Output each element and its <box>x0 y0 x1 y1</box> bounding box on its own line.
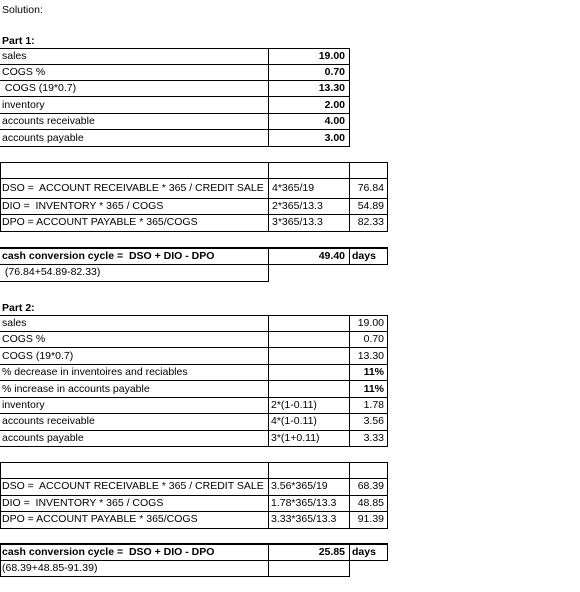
dio-label: DIO = INVENTORY * 365 / COGS <box>2 497 164 509</box>
table-row-label: COGS (19*0.7) <box>2 350 74 362</box>
part2-title: Part 2: <box>2 302 35 314</box>
table-row-label: accounts payable <box>2 132 84 144</box>
table-row-label: accounts payable <box>2 432 84 444</box>
dio-label: DIO = INVENTORY * 365 / COGS <box>2 200 164 212</box>
dpo-value: 91.39 <box>357 513 384 525</box>
table-row-calc: 2*(1-0.11) <box>271 399 317 411</box>
table-row-value: 19.00 <box>357 317 384 329</box>
table-row-label: COGS % <box>2 333 46 345</box>
table-row-value: 11% <box>363 383 384 395</box>
dso-calc: 4*365/19 <box>272 182 315 194</box>
dpo-label: DPO = ACCOUNT PAYABLE * 365/COGS <box>2 513 198 525</box>
part1-title: Part 1: <box>2 35 35 47</box>
table-row-value: 19.00 <box>318 50 345 62</box>
table-row-label: COGS (19*0.7) <box>2 82 77 94</box>
table-row-value: 3.33 <box>363 432 384 444</box>
dio-calc: 1.78*365/13.3 <box>271 497 337 509</box>
dio-value: 48.85 <box>357 497 384 509</box>
ccc-unit: days <box>352 546 376 558</box>
dso-value: 68.39 <box>357 480 384 492</box>
dpo-label: DPO = ACCOUNT PAYABLE * 365/COGS <box>2 216 198 228</box>
table-row-value: 13.30 <box>357 350 384 362</box>
ccc-formula: (76.84+54.89-82.33) <box>2 266 101 278</box>
table-row-label: COGS % <box>2 66 46 78</box>
table-row-value: 4.00 <box>324 115 345 127</box>
table-row-value: 1.78 <box>363 399 384 411</box>
table-row-value: 0.70 <box>324 66 345 78</box>
dso-value: 76.84 <box>357 182 384 194</box>
dio-calc: 2*365/13.3 <box>272 200 323 212</box>
table-row-label: sales <box>2 317 27 329</box>
dpo-calc: 3.33*365/13.3 <box>271 513 337 525</box>
table-row-calc: 3*(1+0.11) <box>271 432 320 444</box>
dpo-calc: 3*365/13.3 <box>272 216 323 228</box>
table-row-value: 2.00 <box>324 99 345 111</box>
ccc-label: cash conversion cycle = DSO + DIO - DPO <box>2 250 215 262</box>
ccc-label: cash conversion cycle = DSO + DIO - DPO <box>2 546 215 558</box>
table-row-value: 3.00 <box>324 132 345 144</box>
dio-value: 54.89 <box>357 200 384 212</box>
dso-calc: 3.56*365/19 <box>271 480 328 492</box>
table-row-label: sales <box>2 50 27 62</box>
table-row-label: inventory <box>2 99 45 111</box>
solution-heading: Solution: <box>2 4 43 16</box>
ccc-value: 25.85 <box>318 546 345 558</box>
table-row-value: 0.70 <box>363 333 384 345</box>
table-row-value: 13.30 <box>318 82 345 94</box>
table-row-label: accounts receivable <box>2 115 95 127</box>
ccc-unit: days <box>352 250 376 262</box>
dpo-value: 82.33 <box>357 216 384 228</box>
ccc-formula: (68.39+48.85-91.39) <box>2 562 98 574</box>
table-row-label: accounts receivable <box>2 415 95 427</box>
table-row-calc: 4*(1-0.11) <box>271 415 317 427</box>
dso-label: DSO = ACCOUNT RECEIVABLE * 365 / CREDIT SALE <box>2 182 264 194</box>
table-row-value: 3.56 <box>363 415 384 427</box>
dso-label: DSO = ACCOUNT RECEIVABLE * 365 / CREDIT SALE <box>2 480 264 492</box>
table-row-label: % decrease in inventoires and reciables <box>2 366 188 378</box>
ccc-value: 49.40 <box>318 250 345 262</box>
table-row-label: inventory <box>2 399 45 411</box>
table-row-value: 11% <box>363 366 384 378</box>
table-row-label: % increase in accounts payable <box>2 383 150 395</box>
